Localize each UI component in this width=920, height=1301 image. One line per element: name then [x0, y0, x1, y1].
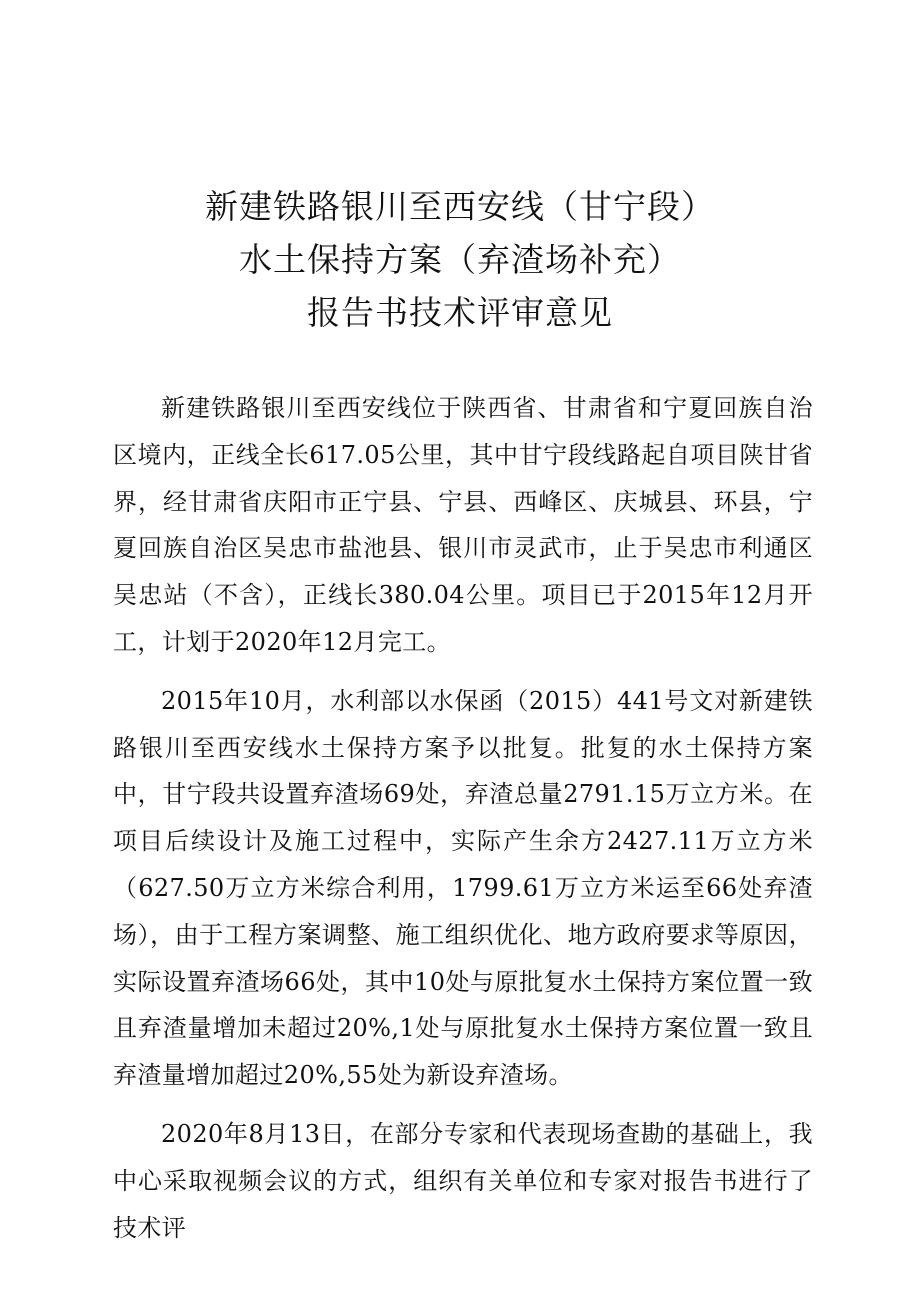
title-line-2: 水土保持方案（弃渣场补充）: [239, 240, 681, 279]
title-line-1: 新建铁路银川至西安线（甘宁段）: [205, 187, 715, 226]
paragraph-review-meeting: 2020年8月13日，在部分专家和代表现场查勘的基础上，我中心采取视频会议的方式，组织有关单位和专家对报告书进行了技术评: [113, 1119, 813, 1242]
document-title: [0, 180, 920, 339]
paragraph-project-overview: 新建铁路银川至西安线位于陕西省、甘肃省和宁夏回族自治区境内，正线全长617.05公里，其中甘宁段线路起自项目陕甘省界，经甘肃省庆阳市正宁县、宁县、西峰区、庆城县、环县，宁夏回族自治区吴忠市盐池县、银川市灵武市，止于吴忠市利通区吴忠站（不含），正线长380.04公里。项目已于2015年12月开工，计划于2020年12月完工。: [113, 394, 813, 656]
document-body: [113, 385, 813, 1263]
title-line-3: 报告书技术评审意见: [307, 293, 613, 332]
paragraph-approval-history: 2015年10月，水利部以水保函（2015）441号文对新建铁路银川至西安线水土保持方案予以批复。批复的水土保持方案中，甘宁段共设置弃渣场69处，弃渣总量2791.15万立方米。在项目后续设计及施工过程中，实际产生余方2427.11万立方米（627.50万立方米综合利用，1799.61万立方米运至66处弃渣场），由于工程方案调整、施工组织优化、地方政府要求等原因，实际设置弃渣场66处，其中10处与原批复水土保持方案位置一致且弃渣量增加未超过20%,1处与原批复水土保持方案位置一致且弃渣量增加超过20%,55处为新设弃渣场。: [113, 686, 813, 1090]
